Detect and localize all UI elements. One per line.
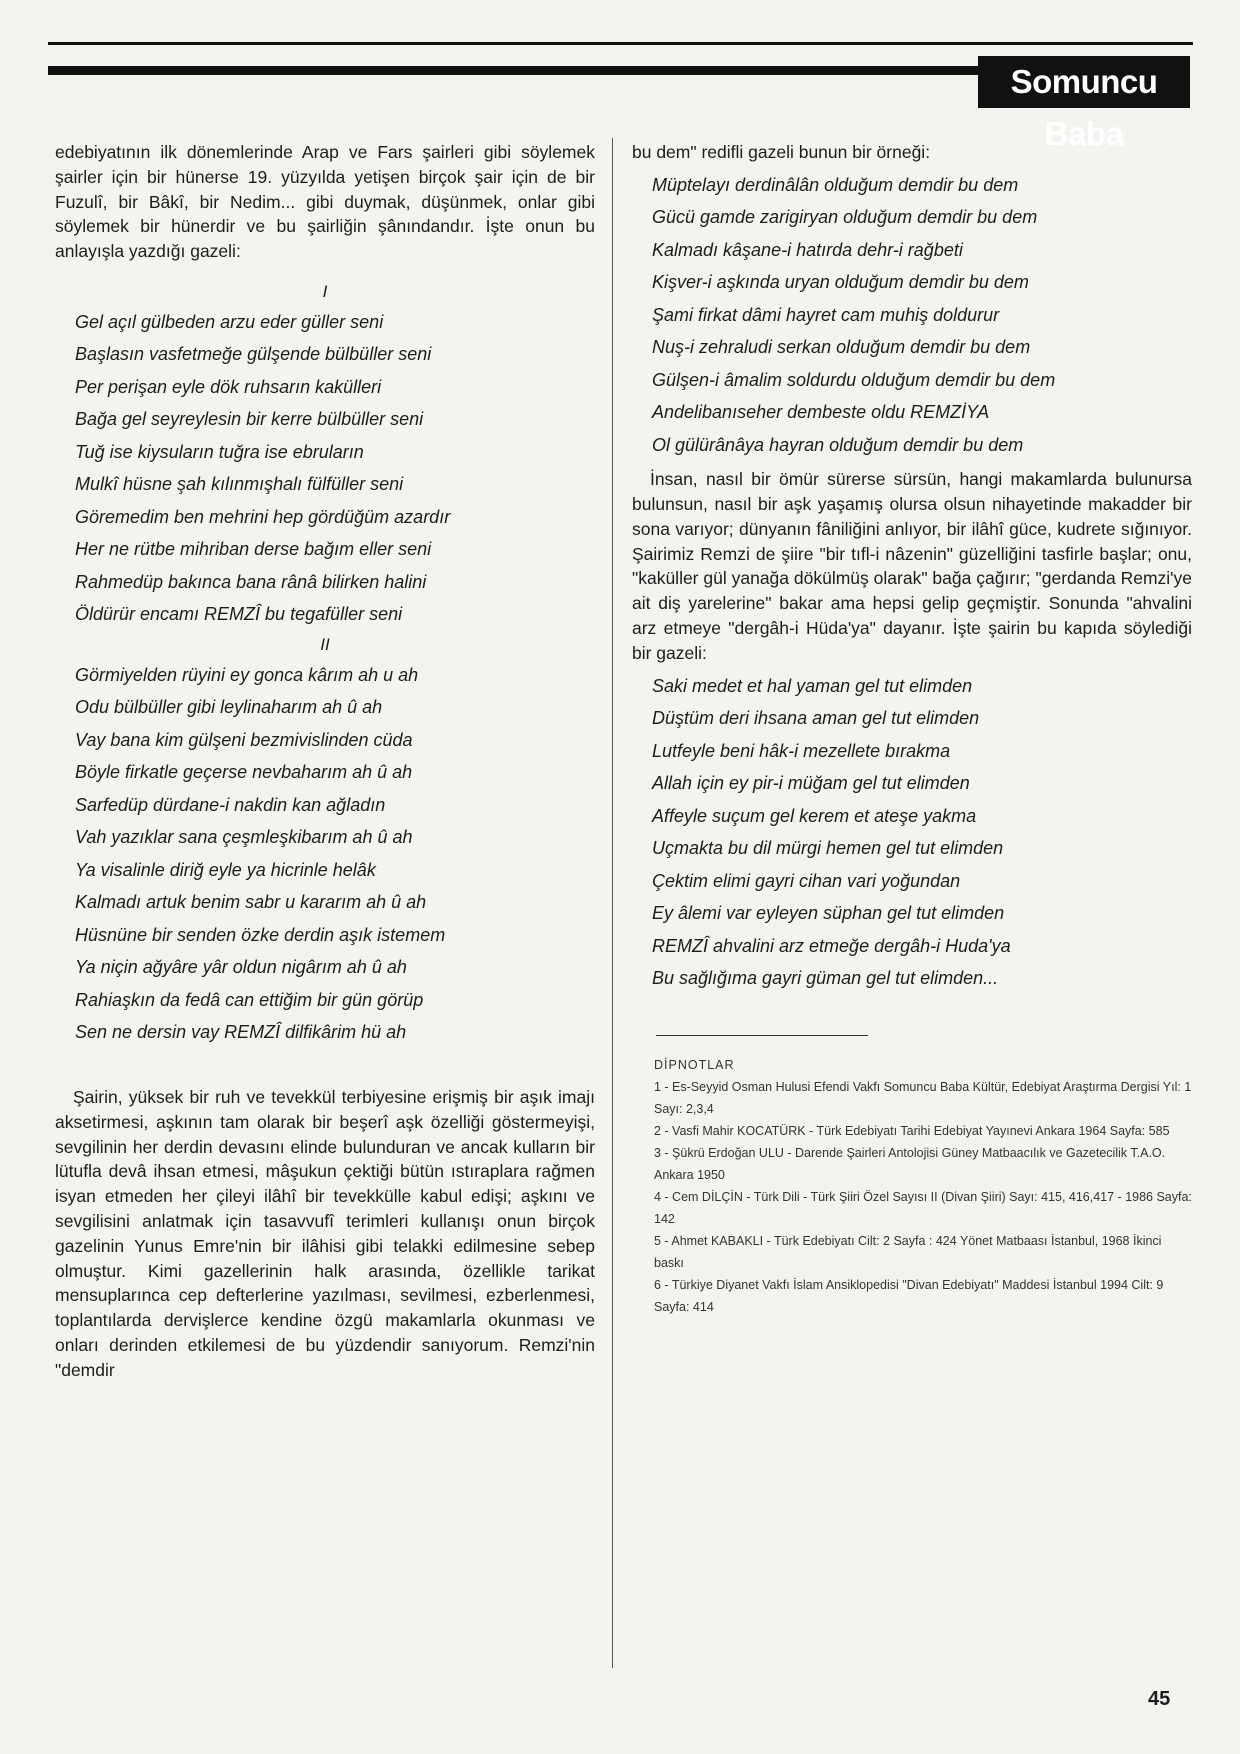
poem-line: Çektim elimi gayri cihan vari yoğundan [652,870,961,891]
poem-line: Müptelayı derdinâlân olduğum demdir bu dem [652,174,1019,195]
page-number: 45 [1148,1688,1171,1710]
poem-line: Görmiyelden rüyini ey gonca kârım ah u ah [75,664,419,685]
poem-line: Ya niçin ağyâre yâr oldun nigârım ah û ah [75,957,407,978]
poem-line: Sen ne dersin vay REMZÎ dilfikârim hü ah [75,1022,407,1043]
right-body-paragraph: İnsan, nasıl bir ömür sürerse sürsün, hangi makamlarda bulunursa bulunsun, nasıl bir aşk yaşamış olursa olsun nihayetinde makadder bir sona varıyor; dünyanın fâniliğini anlıyor, bir ilâhî güce, kudrete sığınıyor. Şairimiz Remzi de şiire "bir tıfl-i nâzenin" güzelliğini tasfirle başlar; onu, "kaküller gül yanağa dökülmüş olarak" bağa çağırır; "gerdanda Remzi'ye ait diş yarelerine" bakar ama hepsi gelip geçmiştir. Sonunda "ahvalini arz etmeye "dergâh-i Hüda'ya" dayanır. İşte şairin bu kapıda söylediği bir gazeli: [632,469,1192,663]
column-divider [612,138,613,1668]
poem-line: Bu sağlığıma gayri güman gel tut elimden... [652,968,999,989]
closing-paragraph: Şairin, yüksek bir ruh ve tevekkül terbiyesine erişmiş bir aşık imajı aksetirmesi, aşkının tam olarak bir beşerî aşk özelliği göstermeyişi, sevgilinin her derdin devasını elinde bulunduran ve ancak kulların bir lütufla devâ ihsan etmesi, mâşukun çektiği bütün ıstıraplara rağmen isyan etmeden her çileyi ilâhî bir tevekkülle kabul edişi; aşkını ve sevgilisini anlatmak için tasavvufî terimleri kullanışı onun birçok gazelinin Yunus Emre'nin bir ilâhisi gibi telakki edilmesine sebep olmuştur. Kimi gazellerinin halk arasında, özellikle tarikat mensuplarınca cep defterlerine yazılması, sevilmesi, ezberlenmesi, toplantılarda dervişlerce kendine özgü makamlarla okunması ve onları derinden etkilemesi de bu yüzdendir sanıyorum. Remzi'nin "demdir [55,1086,595,1380]
poem-line: Mulkî hüsne şah kılınmışhalı fülfüller seni [75,474,404,495]
footnote-list [654,1076,1192,1318]
footnote-item: 2 - Vasfi Mahir KOCATÜRK - Türk Edebiyatı Tarihi Edebiyat Yayınevi Ankara 1964 Sayfa: 585 [654,1123,1170,1138]
poem-line: Göremedim ben mehrini hep gördüğüm azardır [75,506,451,527]
poem-2 [55,659,595,1049]
poem-line: Kişver-i aşkında uryan olduğum demdir bu dem [652,272,1029,293]
left-column [55,140,595,1383]
poem-line: Rahmedüp bakınca bana rânâ bilirken halini [75,571,427,592]
poem-line: Ol gülürânâya hayran olduğum demdir bu dem [652,434,1024,455]
poem-line: Allah için ey pir-i müğam gel tut elimden [652,773,970,794]
poem-line: Vay bana kim gülşeni bezmivislinden cüda [75,729,413,750]
header-rule-thin [48,42,1193,45]
poem-line: Düştüm deri ihsana aman gel tut elimden [652,708,980,729]
poem-line: Bağa gel seyreylesin bir kerre bülbüller seni [75,409,424,430]
poem-line: Lutfeyle beni hâk-i mezellete bırakma [652,740,951,761]
footnote-item: 3 - Şükrü Erdoğan ULU - Darende Şairleri Antolojisi Güney Matbaacılık ve Gazetecilik T.A.O. Ankara 1950 [654,1145,1166,1182]
poem-line: Vah yazıklar sana çeşmleşkibarım ah û ah [75,827,413,848]
footnote-item: 1 - Es-Seyyid Osman Hulusi Efendi Vakfı Somuncu Baba Kültür, Edebiyat Araştırma Dergisi Yıl: 1 Sayı: 2,3,4 [654,1079,1192,1116]
poem-line: Gücü gamde zarigiryan olduğum demdir bu dem [652,207,1038,228]
poem-line: Şami firkat dâmi hayret cam muhiş doldurur [652,304,1000,325]
poem-line: Tuğ ise kiysuların tuğra ise ebruların [75,441,364,462]
poem-1-numeral: I [322,281,328,301]
poem-line: Saki medet et hal yaman gel tut elimden [652,675,973,696]
poem-3 [632,169,1192,462]
footnotes [632,1054,1192,1318]
poem-line: Per perişan eyle dök ruhsarın kakülleri [75,376,382,397]
poem-1 [55,306,595,631]
poem-line: Öldürür encamı REMZÎ bu tegafüller seni [75,604,403,625]
footnote-item: 4 - Cem DİLÇİN - Türk Dili - Türk Şiiri Özel Sayısı II (Divan Şiiri) Sayı: 415, 416,417 - 1986 Sayfa: 142 [654,1189,1192,1226]
poem-line: Uçmakta bu dil mürgi hemen gel tut elimden [652,838,1004,859]
right-column [632,140,1192,1318]
header-rule-thick [48,66,978,75]
footnote-rule [656,1035,868,1036]
intro-paragraph: edebiyatının ilk dönemlerinde Arap ve Fars şairleri gibi söylemek şairler için bir hünerse 19. yüzyılda yetişen birçok şair için de bir Fuzulî, bir Bâkî, bir Nedim... gibi duymak, düşünmek, onlar gibi söylemek bir hünerdir ve bu şairliğin şânındandır. İşte onun bu anlayışla yazdığı gazeli: [55,142,595,262]
poem-line: Böyle firkatle geçerse nevbaharım ah û ah [75,762,413,783]
poem-4 [632,670,1192,995]
footnote-item: 5 - Ahmet KABAKLI - Türk Edebiyatı Cilt: 2 Sayfa : 424 Yönet Matbaası İstanbul, 1968 İkinci baskı [654,1233,1162,1270]
poem-2-numeral: II [320,634,330,654]
poem-line: Ey âlemi var eyleyen süphan gel tut elimden [652,903,1005,924]
magazine-brand: Somuncu Baba [978,56,1190,108]
poem-line: Her ne rütbe mihriban derse bağım eller seni [75,539,432,560]
poem-line: Affeyle suçum gel kerem et ateşe yakma [652,805,977,826]
right-intro-paragraph: bu dem" redifli gazeli bunun bir örneği: [632,142,931,162]
poem-line: REMZÎ ahvalini arz etmeğe dergâh-i Huda'ya [652,935,1011,956]
footnotes-title: DİPNOTLAR [654,1057,735,1072]
poem-line: Gel açıl gülbeden arzu eder güller seni [75,311,384,332]
poem-line: Nuş-i zehraludi serkan olduğum demdir bu dem [652,337,1031,358]
poem-line: Başlasın vasfetmeğe gülşende bülbüller seni [75,344,432,365]
footnote-item: 6 - Türkiye Diyanet Vakfı İslam Ansiklopedisi "Divan Edebiyatı" Maddesi İstanbul 1994 Cilt: 9 Sayfa: 414 [654,1277,1164,1314]
poem-line: Sarfedüp dürdane-i nakdin kan ağladın [75,794,386,815]
poem-line: Andelibanıseher dembeste oldu REMZİYA [652,402,990,423]
poem-line: Ya visalinle diriğ eyle ya hicrinle helâk [75,859,376,880]
poem-line: Kalmadı kâşane-i hatırda dehr-i rağbeti [652,239,963,260]
poem-line: Rahiaşkın da fedâ can ettiğim bir gün görüp [75,989,424,1010]
poem-line: Kalmadı artuk benim sabr u kararım ah û ah [75,892,427,913]
poem-line: Gülşen-i âmalim soldurdu olduğum demdir bu dem [652,369,1056,390]
poem-line: Odu bülbüller gibi leylinaharım ah û ah [75,697,383,718]
poem-line: Hüsnüne bir senden özke derdin aşık istemem [75,924,446,945]
